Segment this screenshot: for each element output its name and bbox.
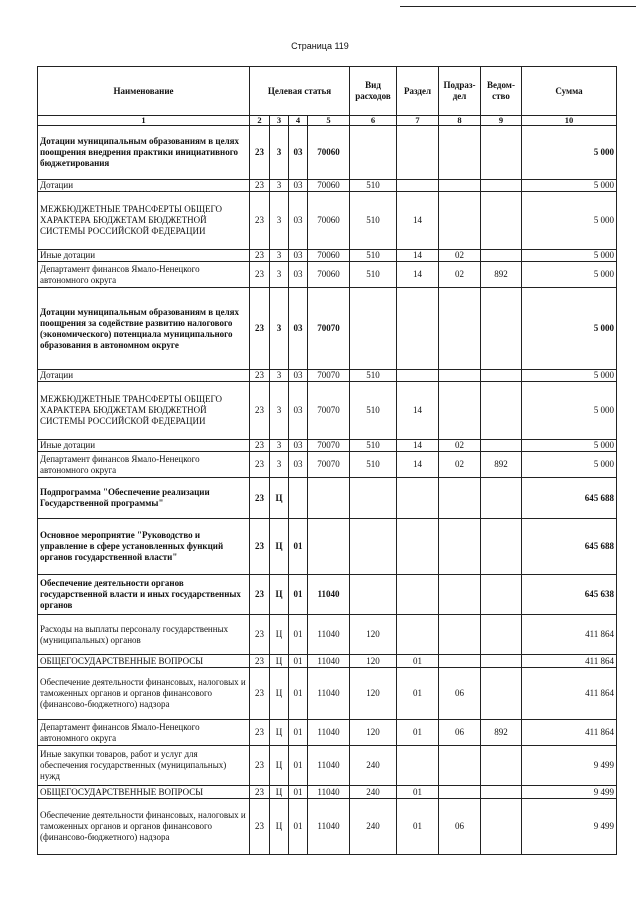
col-number: 5 <box>308 116 350 126</box>
table-row <box>38 180 617 192</box>
row-summa: 5 000 <box>522 126 617 180</box>
row-target-4: 11040 <box>308 655 350 668</box>
col-number: 10 <box>522 116 617 126</box>
row-vedomstvo: 892 <box>481 452 522 478</box>
row-podrazdel <box>439 746 481 786</box>
row-name: МЕЖБЮДЖЕТНЫЕ ТРАНСФЕРТЫ ОБЩЕГО ХАРАКТЕРА БЮДЖЕТАМ БЮДЖЕТНОЙ СИСТЕМЫ РОССИЙСКОЙ ФЕДЕРАЦИИ <box>38 192 250 250</box>
row-target-3: 01 <box>289 720 308 746</box>
row-vedomstvo <box>481 288 522 370</box>
row-target-2: Ц <box>270 519 289 575</box>
row-podrazdel: 02 <box>439 262 481 288</box>
row-name: Основное мероприятие "Руководство и управление в сфере установленных функций органов государственной власти" <box>38 519 250 575</box>
row-target-2: Ц <box>270 575 289 615</box>
row-summa: 5 000 <box>522 370 617 382</box>
header-summa: Сумма <box>522 67 617 116</box>
row-razdel: 01 <box>397 786 439 799</box>
row-summa: 5 000 <box>522 440 617 452</box>
table-row <box>38 720 617 746</box>
row-vedomstvo: 892 <box>481 262 522 288</box>
row-vedomstvo <box>481 180 522 192</box>
col-number: 8 <box>439 116 481 126</box>
row-vedomstvo <box>481 575 522 615</box>
row-summa: 645 638 <box>522 575 617 615</box>
row-name: Обеспечение деятельности финансовых, налоговых и таможенных органов и органов финансового (финансово-бюджетного) надзора <box>38 668 250 720</box>
row-vedomstvo: 892 <box>481 720 522 746</box>
row-vedomstvo <box>481 192 522 250</box>
col-number: 3 <box>270 116 289 126</box>
header-razdel: Раздел <box>397 67 439 116</box>
row-razdel: 14 <box>397 250 439 262</box>
row-target-3: 03 <box>289 262 308 288</box>
row-podrazdel: 06 <box>439 668 481 720</box>
row-target-3: 03 <box>289 180 308 192</box>
row-podrazdel <box>439 382 481 440</box>
row-target-2: 3 <box>270 262 289 288</box>
row-target-1: 23 <box>250 382 270 440</box>
table-row <box>38 478 617 519</box>
row-vid: 510 <box>350 382 397 440</box>
row-podrazdel <box>439 786 481 799</box>
row-name: Департамент финансов Ямало-Ненецкого автономного округа <box>38 720 250 746</box>
table-row <box>38 250 617 262</box>
row-name: Департамент финансов Ямало-Ненецкого автономного округа <box>38 262 250 288</box>
row-target-4: 70070 <box>308 288 350 370</box>
row-target-4: 70060 <box>308 262 350 288</box>
row-razdel: 14 <box>397 262 439 288</box>
table-row <box>38 519 617 575</box>
row-razdel <box>397 746 439 786</box>
row-target-4: 11040 <box>308 799 350 855</box>
row-razdel <box>397 370 439 382</box>
row-target-1: 23 <box>250 786 270 799</box>
table-row <box>38 452 617 478</box>
row-target-4: 11040 <box>308 615 350 655</box>
row-target-2: Ц <box>270 615 289 655</box>
table-row <box>38 440 617 452</box>
row-podrazdel <box>439 370 481 382</box>
row-target-2: 3 <box>270 382 289 440</box>
col-number: 1 <box>38 116 250 126</box>
table-row <box>38 288 617 370</box>
table-row <box>38 799 617 855</box>
row-target-4: 11040 <box>308 786 350 799</box>
table-row <box>38 786 617 799</box>
row-target-4: 70070 <box>308 370 350 382</box>
row-name: Иные закупки товаров, работ и услуг для обеспечения государственных (муниципальных) нужд <box>38 746 250 786</box>
header-name: Наименование <box>38 67 250 116</box>
row-target-1: 23 <box>250 288 270 370</box>
row-target-2: 3 <box>270 126 289 180</box>
row-summa: 5 000 <box>522 452 617 478</box>
row-vid: 240 <box>350 799 397 855</box>
row-summa: 9 499 <box>522 786 617 799</box>
row-name: Обеспечение деятельности органов государственной власти и иных государственных органов <box>38 575 250 615</box>
row-vid: 510 <box>350 192 397 250</box>
row-summa: 5 000 <box>522 250 617 262</box>
row-target-1: 23 <box>250 452 270 478</box>
row-target-1: 23 <box>250 478 270 519</box>
row-vid: 240 <box>350 746 397 786</box>
row-name: Расходы на выплаты персоналу государственных (муниципальных) органов <box>38 615 250 655</box>
row-name: МЕЖБЮДЖЕТНЫЕ ТРАНСФЕРТЫ ОБЩЕГО ХАРАКТЕРА БЮДЖЕТАМ БЮДЖЕТНОЙ СИСТЕМЫ РОССИЙСКОЙ ФЕДЕРАЦИИ <box>38 382 250 440</box>
row-target-1: 23 <box>250 440 270 452</box>
row-target-3 <box>289 478 308 519</box>
row-vedomstvo <box>481 382 522 440</box>
row-target-3: 03 <box>289 382 308 440</box>
row-summa: 411 864 <box>522 720 617 746</box>
row-podrazdel <box>439 519 481 575</box>
row-target-2: 3 <box>270 370 289 382</box>
row-razdel: 14 <box>397 452 439 478</box>
table-row <box>38 382 617 440</box>
row-target-1: 23 <box>250 262 270 288</box>
row-target-1: 23 <box>250 799 270 855</box>
row-summa: 5 000 <box>522 288 617 370</box>
row-target-3: 01 <box>289 786 308 799</box>
row-podrazdel: 02 <box>439 250 481 262</box>
row-target-3: 03 <box>289 192 308 250</box>
column-number-row <box>38 116 617 126</box>
row-vedomstvo <box>481 478 522 519</box>
row-target-4: 11040 <box>308 720 350 746</box>
row-razdel: 14 <box>397 382 439 440</box>
row-vedomstvo <box>481 370 522 382</box>
row-name: Дотации муниципальным образованиям в целях поощрения за содействие развитию налогового (экономического) потенциала муниципального образования в автономном округе <box>38 288 250 370</box>
row-target-2: Ц <box>270 655 289 668</box>
page-number: Страница 119 <box>291 41 349 51</box>
row-target-3: 01 <box>289 746 308 786</box>
row-target-4: 11040 <box>308 575 350 615</box>
row-target-2: 3 <box>270 440 289 452</box>
row-name: ОБЩЕГОСУДАРСТВЕННЫЕ ВОПРОСЫ <box>38 786 250 799</box>
row-vid: 120 <box>350 668 397 720</box>
row-target-1: 23 <box>250 519 270 575</box>
row-vid: 120 <box>350 615 397 655</box>
table-row <box>38 192 617 250</box>
row-podrazdel <box>439 180 481 192</box>
row-target-2: 3 <box>270 192 289 250</box>
header-row <box>38 67 617 116</box>
top-rule <box>400 6 636 7</box>
row-vedomstvo <box>481 440 522 452</box>
col-number: 4 <box>289 116 308 126</box>
row-vid <box>350 519 397 575</box>
col-number: 2 <box>250 116 270 126</box>
row-target-1: 23 <box>250 250 270 262</box>
row-summa: 9 499 <box>522 799 617 855</box>
row-vid <box>350 575 397 615</box>
row-razdel: 14 <box>397 192 439 250</box>
row-vedomstvo <box>481 655 522 668</box>
row-target-2: 3 <box>270 452 289 478</box>
row-target-1: 23 <box>250 720 270 746</box>
row-razdel: 01 <box>397 720 439 746</box>
row-vedomstvo <box>481 126 522 180</box>
row-target-3: 01 <box>289 799 308 855</box>
row-target-4 <box>308 478 350 519</box>
table-row <box>38 668 617 720</box>
row-target-1: 23 <box>250 370 270 382</box>
row-razdel <box>397 478 439 519</box>
row-vid: 510 <box>350 370 397 382</box>
row-target-2: Ц <box>270 786 289 799</box>
row-vid <box>350 288 397 370</box>
row-vid: 120 <box>350 720 397 746</box>
row-podrazdel <box>439 126 481 180</box>
row-summa: 9 499 <box>522 746 617 786</box>
row-target-1: 23 <box>250 575 270 615</box>
row-podrazdel <box>439 478 481 519</box>
row-razdel <box>397 615 439 655</box>
row-target-2: Ц <box>270 668 289 720</box>
table-row <box>38 370 617 382</box>
row-name: Дотации <box>38 180 250 192</box>
row-target-3: 01 <box>289 519 308 575</box>
row-podrazdel: 06 <box>439 720 481 746</box>
row-target-2: Ц <box>270 746 289 786</box>
row-target-3: 03 <box>289 452 308 478</box>
row-razdel <box>397 519 439 575</box>
row-target-1: 23 <box>250 126 270 180</box>
row-podrazdel <box>439 615 481 655</box>
row-vedomstvo <box>481 786 522 799</box>
row-vid: 120 <box>350 655 397 668</box>
row-target-4: 11040 <box>308 746 350 786</box>
row-podrazdel <box>439 192 481 250</box>
row-vedomstvo <box>481 519 522 575</box>
row-podrazdel <box>439 655 481 668</box>
row-name: Департамент финансов Ямало-Ненецкого автономного округа <box>38 452 250 478</box>
row-vid: 510 <box>350 180 397 192</box>
row-target-1: 23 <box>250 180 270 192</box>
row-target-4: 70060 <box>308 126 350 180</box>
row-podrazdel: 02 <box>439 452 481 478</box>
row-razdel <box>397 575 439 615</box>
row-summa: 5 000 <box>522 180 617 192</box>
table-row <box>38 262 617 288</box>
row-vedomstvo <box>481 668 522 720</box>
row-target-4: 70070 <box>308 440 350 452</box>
row-name: Подпрограмма "Обеспечение реализации Государственной программы" <box>38 478 250 519</box>
row-target-3: 03 <box>289 288 308 370</box>
row-name: Иные дотации <box>38 440 250 452</box>
row-target-3: 01 <box>289 655 308 668</box>
row-summa: 411 864 <box>522 615 617 655</box>
row-vid <box>350 478 397 519</box>
row-target-3: 03 <box>289 250 308 262</box>
row-razdel: 14 <box>397 440 439 452</box>
row-name: Дотации муниципальным образованиям в целях поощрения внедрения практики инициативного бюджетирования <box>38 126 250 180</box>
row-podrazdel: 06 <box>439 799 481 855</box>
row-target-4 <box>308 519 350 575</box>
row-vid: 510 <box>350 250 397 262</box>
row-vid: 510 <box>350 452 397 478</box>
row-target-1: 23 <box>250 746 270 786</box>
row-target-3: 01 <box>289 668 308 720</box>
row-target-2: Ц <box>270 720 289 746</box>
row-summa: 5 000 <box>522 382 617 440</box>
row-target-1: 23 <box>250 668 270 720</box>
row-vid: 510 <box>350 440 397 452</box>
row-summa: 5 000 <box>522 262 617 288</box>
row-target-4: 70060 <box>308 250 350 262</box>
row-target-4: 11040 <box>308 668 350 720</box>
row-target-2: 3 <box>270 180 289 192</box>
row-target-1: 23 <box>250 655 270 668</box>
header-podrazdel: Подраз-дел <box>439 67 481 116</box>
row-target-4: 70070 <box>308 452 350 478</box>
table-row <box>38 575 617 615</box>
row-vedomstvo <box>481 250 522 262</box>
row-vid: 510 <box>350 262 397 288</box>
row-target-3: 03 <box>289 126 308 180</box>
row-name: Обеспечение деятельности финансовых, налоговых и таможенных органов и органов финансового (финансово-бюджетного) надзора <box>38 799 250 855</box>
row-target-1: 23 <box>250 192 270 250</box>
col-number: 7 <box>397 116 439 126</box>
row-vedomstvo <box>481 615 522 655</box>
row-summa: 411 864 <box>522 668 617 720</box>
row-vid: 240 <box>350 786 397 799</box>
row-razdel <box>397 126 439 180</box>
budget-table <box>37 66 617 855</box>
row-target-2: 3 <box>270 288 289 370</box>
row-target-1: 23 <box>250 615 270 655</box>
table-row <box>38 615 617 655</box>
header-vedomstvo: Ведом-ство <box>481 67 522 116</box>
header-target: Целевая статья <box>250 67 350 116</box>
row-target-2: Ц <box>270 478 289 519</box>
row-summa: 645 688 <box>522 519 617 575</box>
header-vid: Вид расходов <box>350 67 397 116</box>
row-vedomstvo <box>481 746 522 786</box>
row-target-4: 70060 <box>308 192 350 250</box>
table-row <box>38 746 617 786</box>
row-target-4: 70070 <box>308 382 350 440</box>
row-summa: 5 000 <box>522 192 617 250</box>
row-razdel: 01 <box>397 799 439 855</box>
table-row <box>38 126 617 180</box>
row-razdel: 01 <box>397 668 439 720</box>
row-razdel <box>397 180 439 192</box>
row-name: ОБЩЕГОСУДАРСТВЕННЫЕ ВОПРОСЫ <box>38 655 250 668</box>
row-target-2: 3 <box>270 250 289 262</box>
row-target-3: 03 <box>289 440 308 452</box>
col-number: 6 <box>350 116 397 126</box>
row-razdel: 01 <box>397 655 439 668</box>
row-target-3: 01 <box>289 615 308 655</box>
row-podrazdel <box>439 575 481 615</box>
row-vedomstvo <box>481 799 522 855</box>
row-summa: 645 688 <box>522 478 617 519</box>
row-podrazdel <box>439 288 481 370</box>
row-target-2: Ц <box>270 799 289 855</box>
col-number: 9 <box>481 116 522 126</box>
row-vid <box>350 126 397 180</box>
row-podrazdel: 02 <box>439 440 481 452</box>
row-name: Иные дотации <box>38 250 250 262</box>
row-razdel <box>397 288 439 370</box>
table-row <box>38 655 617 668</box>
row-name: Дотации <box>38 370 250 382</box>
row-target-4: 70060 <box>308 180 350 192</box>
row-summa: 411 864 <box>522 655 617 668</box>
row-target-3: 03 <box>289 370 308 382</box>
row-target-3: 01 <box>289 575 308 615</box>
